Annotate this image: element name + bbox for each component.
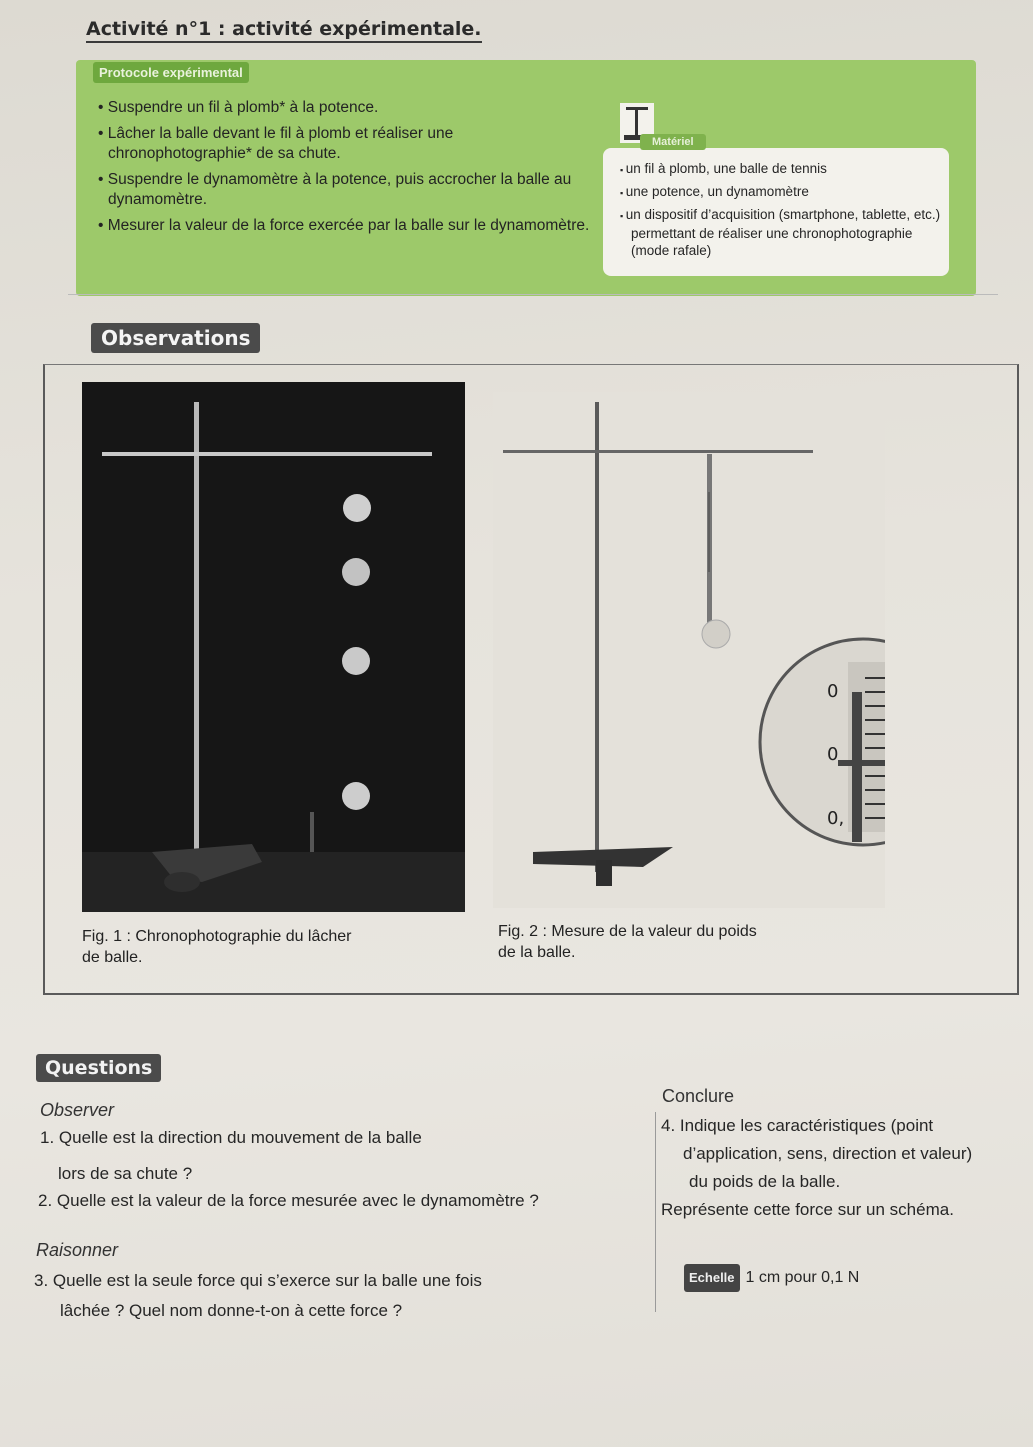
fig1-caption: Fig. 1 : Chronophotographie du lâcher de balle. bbox=[82, 928, 352, 966]
echelle-tag: Echelle bbox=[684, 1264, 740, 1292]
protocol-step: • Suspendre un fil à plomb* à la potence. bbox=[98, 98, 598, 118]
materiel-list bbox=[620, 160, 950, 263]
observer-heading: Observer bbox=[40, 1100, 115, 1120]
raisonner-heading: Raisonner bbox=[36, 1240, 119, 1260]
echelle-text: 1 cm pour 0,1 N bbox=[745, 1269, 860, 1286]
scale-label: 0 bbox=[827, 744, 839, 765]
dynamometer-image bbox=[493, 392, 885, 908]
question-2: 2. Quelle est la valeur de la force mesurée avec le dynamomètre ? bbox=[38, 1191, 539, 1210]
question-1: 1. Quelle est la direction du mouvement de la balle lors de sa chute ? bbox=[40, 1128, 422, 1183]
scale-label: 0, bbox=[827, 808, 845, 829]
questions-tag: Questions bbox=[36, 1054, 161, 1082]
page-title: Activité n°1 : activité expérimentale. bbox=[86, 18, 482, 43]
materiel-item: ▪ un fil à plomb, une balle de tennis bbox=[620, 160, 950, 179]
protocol-step: • Mesurer la valeur de la force exercée par la balle sur le dynamomètre. bbox=[98, 216, 598, 236]
protocol-steps bbox=[98, 98, 598, 242]
question-4: 4. Indique les caractéristiques (point d’application, sens, direction et valeur) du poids de la balle. Représente cette force sur un schéma. bbox=[661, 1116, 973, 1219]
protocol-step: • Lâcher la balle devant le fil à plomb et réaliser une chronophotographie* de sa chute. bbox=[98, 124, 598, 164]
chronophotography-image bbox=[82, 382, 465, 912]
question-3: 3. Quelle est la seule force qui s’exerce sur la balle une fois lâchée ? Quel nom donne-t-on à cette force ? bbox=[34, 1271, 482, 1320]
protocol-tag: Protocole expérimental bbox=[93, 62, 249, 83]
materiel-item: ▪ un dispositif d’acquisition (smartphone, tablette, etc.) permettant de réaliser une chronophotographie (mode rafale) bbox=[620, 206, 950, 259]
conclure-heading: Conclure bbox=[662, 1086, 735, 1106]
observations-tag: Observations bbox=[91, 323, 260, 353]
materiel-tag: Matériel bbox=[640, 134, 706, 150]
protocol-step: • Suspendre le dynamomètre à la potence, puis accrocher la balle au dynamomètre. bbox=[98, 170, 598, 210]
materiel-item: ▪ une potence, un dynamomètre bbox=[620, 183, 950, 202]
scale-label: 0 bbox=[827, 681, 839, 702]
divider-line bbox=[68, 294, 998, 295]
column-divider bbox=[655, 1112, 656, 1312]
scale-note bbox=[684, 1264, 859, 1292]
fig2-caption: Fig. 2 : Mesure de la valeur du poids de la balle. bbox=[498, 923, 757, 961]
